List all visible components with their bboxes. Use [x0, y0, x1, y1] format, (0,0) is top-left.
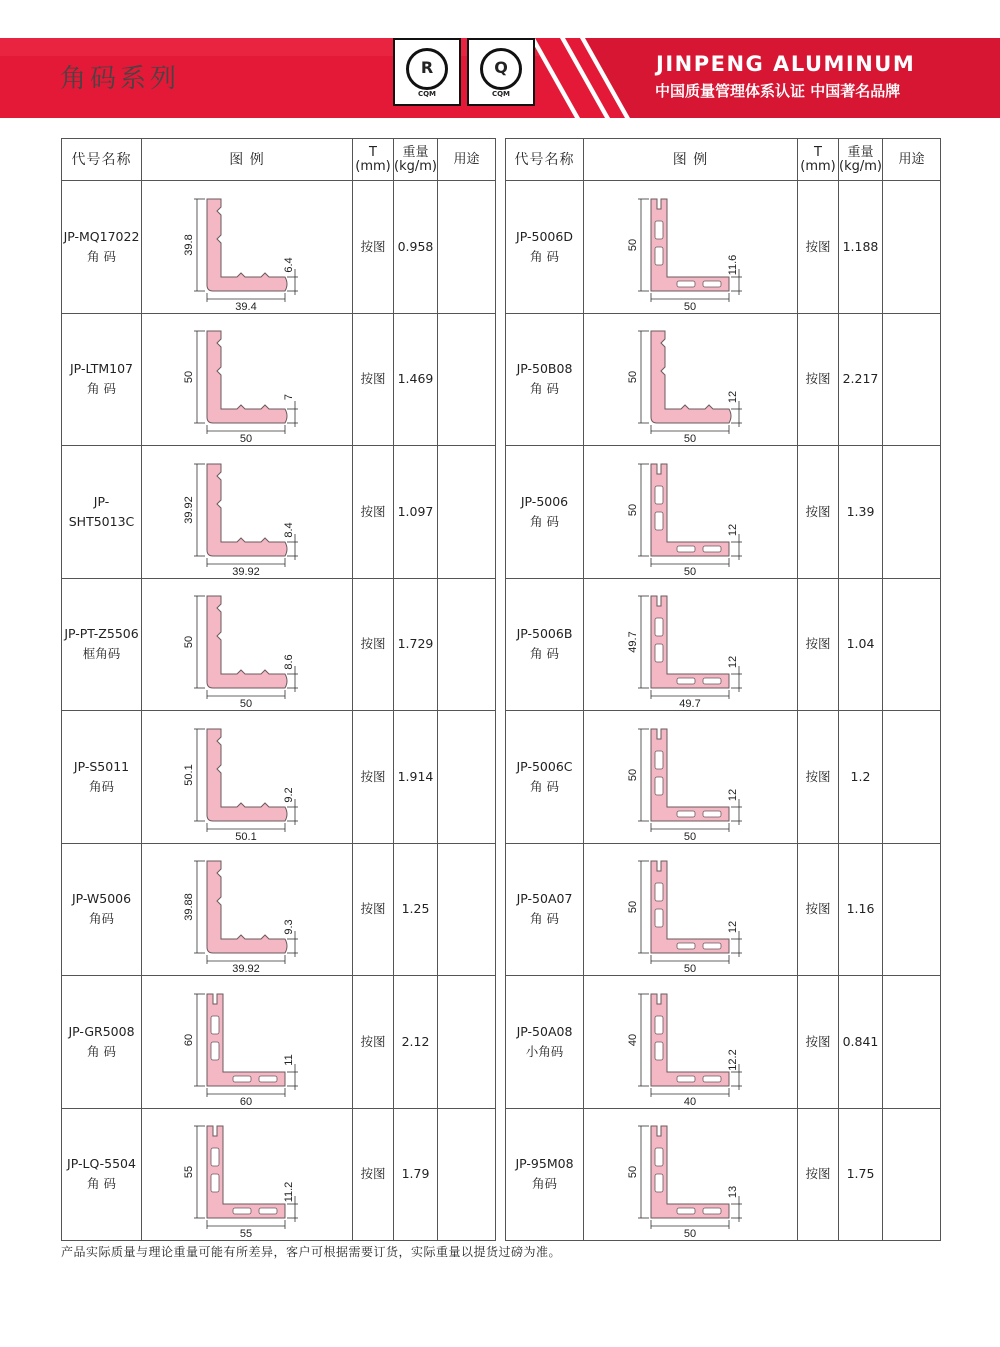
dimension-width-label: 50 — [683, 830, 696, 841]
profile-chamber — [677, 1076, 695, 1082]
corner-profile-drawing — [591, 183, 791, 311]
profile-section — [207, 1126, 285, 1218]
profile-chamber — [655, 909, 663, 927]
profile-code: JP-S5011 — [73, 758, 130, 774]
profile-chamber — [211, 1042, 219, 1060]
table-header-row — [506, 139, 941, 181]
profile-figure-cell — [584, 711, 798, 844]
profile-chamber — [259, 1076, 277, 1082]
profile-section — [207, 199, 287, 291]
thickness-cell: 按图 — [798, 976, 839, 1109]
profile-section — [651, 994, 729, 1086]
dimension-width-label: 55 — [239, 1228, 253, 1239]
dimension-thickness-label: 9.3 — [283, 919, 295, 935]
thickness-cell: 按图 — [798, 313, 839, 446]
profile-code: JP-GR5008 — [68, 1023, 135, 1039]
dimension-width-label: 50 — [683, 1228, 696, 1239]
col-header-weight-label: 重量 — [402, 144, 429, 160]
profile-chamber — [703, 1076, 721, 1082]
col-header-code: 代号名称 — [62, 139, 142, 181]
dimension-height-label: 50 — [183, 371, 195, 384]
table-row — [506, 181, 941, 314]
thickness-cell: 按图 — [798, 843, 839, 976]
weight-cell: 1.79 — [394, 1108, 438, 1241]
profile-figure-cell — [142, 578, 353, 711]
corner-profile-drawing — [147, 845, 347, 973]
profile-chamber — [655, 247, 663, 265]
profile-figure-cell — [142, 1108, 353, 1241]
thickness-cell: 按图 — [353, 843, 394, 976]
corner-profile-drawing — [591, 845, 791, 973]
profile-code-cell — [506, 976, 584, 1109]
dimension-thickness-label: 8.4 — [283, 522, 295, 538]
use-cell — [438, 181, 496, 314]
weight-cell: 1.729 — [394, 578, 438, 711]
dimension-height-label: 50 — [626, 1166, 639, 1179]
col-header-weight-label: 重量 — [847, 144, 874, 160]
profile-name: 角 码 — [87, 248, 116, 264]
dimension-thickness-label: 12.2 — [726, 1049, 739, 1071]
profile-code-cell — [506, 446, 584, 579]
dimension-width-label: 39.92 — [232, 963, 260, 974]
profile-chamber — [655, 486, 663, 504]
profile-section — [651, 1126, 729, 1218]
thickness-cell: 按图 — [353, 1108, 394, 1241]
col-header-t — [798, 139, 839, 181]
corner-profile-drawing — [147, 580, 347, 708]
dimension-width-label: 50 — [239, 433, 253, 444]
profile-code-cell — [62, 843, 142, 976]
weight-cell: 1.75 — [839, 1108, 883, 1241]
profile-chamber — [655, 777, 663, 795]
table-row — [62, 181, 496, 314]
weight-cell: 1.188 — [839, 181, 883, 314]
dimension-thickness-label: 13 — [726, 1186, 739, 1199]
dimension-thickness-label: 12 — [726, 921, 739, 934]
table-row — [506, 976, 941, 1109]
profile-chamber — [677, 678, 695, 684]
profile-name: 角 码 — [530, 381, 559, 397]
profile-section — [651, 464, 729, 556]
profile-chamber — [677, 281, 695, 287]
corner-profile-drawing — [591, 448, 791, 576]
profile-code: JP-SHT5013C — [68, 493, 135, 529]
profile-code-cell — [506, 578, 584, 711]
profile-chamber — [703, 678, 721, 684]
dimension-thickness-label: 12 — [726, 391, 739, 404]
profile-name: 角码 — [531, 1176, 557, 1192]
table-row — [62, 976, 496, 1109]
dimension-height-label: 40 — [626, 1033, 639, 1046]
thickness-cell: 按图 — [353, 578, 394, 711]
weight-cell: 2.217 — [839, 313, 883, 446]
profile-code-cell — [62, 313, 142, 446]
table-row — [62, 1108, 496, 1241]
profile-code: JP-LTM107 — [70, 361, 133, 377]
profile-name: 角 码 — [87, 1176, 116, 1192]
profile-code: JP-5006D — [516, 228, 573, 244]
profile-figure-cell — [584, 313, 798, 446]
weight-cell: 1.16 — [839, 843, 883, 976]
dimension-height-label: 50 — [626, 768, 639, 781]
profile-chamber — [655, 1174, 663, 1192]
profile-section — [651, 596, 729, 688]
weight-cell: 1.097 — [394, 446, 438, 579]
profile-name: 角 码 — [87, 381, 116, 397]
corner-profile-drawing — [591, 978, 791, 1106]
corner-profile-drawing — [147, 448, 347, 576]
weight-cell: 1.2 — [839, 711, 883, 844]
profile-figure-cell — [584, 976, 798, 1109]
col-header-weight — [839, 139, 883, 181]
dimension-height-label: 50 — [626, 901, 639, 914]
page-header — [0, 0, 1000, 118]
table-row — [506, 1108, 941, 1241]
profile-figure-cell — [142, 313, 353, 446]
dimension-thickness-label: 12 — [726, 656, 739, 669]
weight-cell: 1.25 — [394, 843, 438, 976]
col-header-code: 代号名称 — [506, 139, 584, 181]
weight-cell: 2.12 — [394, 976, 438, 1109]
iso-cert-badge-r — [393, 38, 461, 106]
profile-name: 角 码 — [87, 1043, 116, 1059]
dimension-thickness-label: 9.2 — [283, 787, 295, 803]
profile-code-cell — [506, 843, 584, 976]
profile-code-cell — [62, 578, 142, 711]
use-cell — [438, 578, 496, 711]
profile-name: 角 码 — [530, 513, 559, 529]
profile-code-cell — [62, 1108, 142, 1241]
col-header-use: 用途 — [883, 139, 941, 181]
profile-code-cell — [62, 976, 142, 1109]
profile-chamber — [677, 1208, 695, 1214]
profile-chamber — [703, 943, 721, 949]
profile-figure-cell — [142, 181, 353, 314]
profile-figure-cell — [142, 843, 353, 976]
profile-section — [651, 199, 729, 291]
profile-code: JP-5006 — [520, 493, 569, 509]
dimension-thickness-label: 8.6 — [283, 654, 295, 670]
thickness-cell: 按图 — [798, 711, 839, 844]
corner-profile-drawing — [147, 978, 347, 1106]
col-header-weight-unit: (kg/m) — [839, 158, 882, 174]
dimension-width-label: 50.1 — [235, 830, 257, 841]
profile-chamber — [655, 618, 663, 636]
thickness-cell: 按图 — [353, 976, 394, 1109]
col-header-weight — [394, 139, 438, 181]
dimension-width-label: 39.92 — [232, 565, 260, 576]
use-cell — [883, 446, 941, 579]
profile-figure-cell — [584, 446, 798, 579]
col-header-weight-unit: (kg/m) — [394, 158, 437, 174]
dimension-width-label: 50 — [683, 963, 696, 974]
table-row — [62, 843, 496, 976]
dimension-width-label: 60 — [239, 1095, 253, 1106]
profile-section — [651, 729, 729, 821]
profile-chamber — [211, 1148, 219, 1166]
dimension-height-label: 55 — [183, 1166, 195, 1179]
profile-code: JP-LQ-5504 — [67, 1156, 136, 1172]
profile-code-cell — [62, 711, 142, 844]
use-cell — [438, 313, 496, 446]
profile-chamber — [655, 512, 663, 530]
table-row — [506, 843, 941, 976]
corner-profile-drawing — [147, 713, 347, 841]
profile-section — [207, 596, 287, 688]
profile-name: 小角码 — [525, 1043, 564, 1059]
dimension-width-label: 39.4 — [235, 300, 257, 311]
profile-figure-cell — [142, 446, 353, 579]
series-title: 角码系列 — [60, 64, 181, 94]
use-cell — [883, 181, 941, 314]
thickness-cell: 按图 — [798, 1108, 839, 1241]
corner-profile-drawing — [147, 315, 347, 443]
profile-code: JP-W5006 — [71, 891, 132, 907]
use-cell — [438, 446, 496, 579]
corner-profile-drawing — [147, 1110, 347, 1238]
col-header-t-unit: (mm) — [800, 158, 836, 174]
profile-section — [651, 861, 729, 953]
profile-section — [651, 331, 731, 423]
table-row — [506, 578, 941, 711]
profile-code-cell — [506, 711, 584, 844]
dimension-height-label: 50 — [626, 238, 639, 251]
col-header-t — [353, 139, 394, 181]
col-header-use: 用途 — [438, 139, 496, 181]
dimension-height-label: 39.92 — [183, 495, 195, 524]
dimension-width-label: 50 — [683, 565, 696, 576]
profile-code: JP-50B08 — [516, 361, 573, 377]
profile-chamber — [259, 1208, 277, 1214]
weight-cell: 0.841 — [839, 976, 883, 1109]
profile-name: 角码 — [88, 778, 114, 794]
corner-profile-drawing — [147, 183, 347, 311]
profile-code: JP-95M08 — [515, 1156, 574, 1172]
profile-code: JP-50A08 — [516, 1023, 573, 1039]
dimension-height-label: 39.8 — [183, 234, 195, 256]
profile-code-cell — [506, 313, 584, 446]
table-header-row — [62, 139, 496, 181]
brand-slogan: 中国质量管理体系认证 中国著名品牌 — [655, 82, 901, 100]
footer-note: 产品实际质量与理论重量可能有所差异，客户可根据需要订货，实际重量以提货过磅为准。 — [61, 1245, 562, 1259]
dimension-width-label: 50 — [683, 433, 696, 444]
thickness-cell: 按图 — [353, 181, 394, 314]
profile-name: 角 码 — [530, 778, 559, 794]
dimension-height-label: 50 — [626, 503, 639, 516]
profile-figure-cell — [584, 843, 798, 976]
cert-letter: R — [420, 58, 434, 77]
profile-chamber — [233, 1208, 251, 1214]
col-header-t-unit: (mm) — [355, 158, 391, 174]
profile-section — [207, 331, 287, 423]
profile-code-cell — [62, 181, 142, 314]
dimension-thickness-label: 11.6 — [726, 254, 739, 276]
thickness-cell: 按图 — [353, 313, 394, 446]
weight-cell: 1.39 — [839, 446, 883, 579]
profile-code: JP-PT-Z5506 — [64, 626, 139, 642]
profile-chamber — [211, 1016, 219, 1034]
weight-cell: 0.958 — [394, 181, 438, 314]
profile-name: 框角码 — [82, 646, 121, 662]
profile-code-cell — [506, 1108, 584, 1241]
profile-chamber — [211, 1174, 219, 1192]
weight-cell: 1.04 — [839, 578, 883, 711]
profile-code: JP-50A07 — [516, 891, 573, 907]
col-header-t-label: T — [814, 144, 822, 160]
table-row — [62, 578, 496, 711]
use-cell — [438, 976, 496, 1109]
use-cell — [883, 578, 941, 711]
dimension-width-label: 50 — [239, 698, 253, 709]
profile-chamber — [677, 943, 695, 949]
profile-code: JP-MQ17022 — [63, 228, 140, 244]
col-header-figure: 图 例 — [584, 139, 798, 181]
thickness-cell: 按图 — [353, 711, 394, 844]
profile-chamber — [677, 811, 695, 817]
profile-name: 角码 — [88, 911, 114, 927]
dimension-thickness-label: 6.4 — [283, 257, 295, 273]
profile-section — [207, 729, 287, 821]
use-cell — [883, 711, 941, 844]
col-header-t-label: T — [369, 144, 377, 160]
cert-caption: CQM — [417, 90, 437, 98]
use-cell — [883, 843, 941, 976]
profile-figure-cell — [142, 711, 353, 844]
dimension-thickness-label: 7 — [283, 394, 295, 401]
table-row — [62, 711, 496, 844]
left-spec-table — [61, 138, 496, 1241]
profile-chamber — [655, 883, 663, 901]
profile-chamber — [655, 1016, 663, 1034]
profile-chamber — [655, 221, 663, 239]
dimension-height-label: 50 — [183, 636, 195, 649]
cert-letter: Q — [494, 58, 508, 77]
profile-figure-cell — [142, 976, 353, 1109]
profile-chamber — [233, 1076, 251, 1082]
corner-profile-drawing — [591, 713, 791, 841]
table-row — [506, 446, 941, 579]
profile-name: 角 码 — [530, 646, 559, 662]
profile-code: JP-5006B — [516, 626, 573, 642]
corner-profile-drawing — [591, 580, 791, 708]
table-row — [62, 313, 496, 446]
profile-code-cell — [62, 446, 142, 579]
corner-profile-drawing — [591, 1110, 791, 1238]
profile-section — [207, 994, 285, 1086]
right-spec-table — [505, 138, 941, 1241]
dimension-thickness-label: 11.2 — [283, 1181, 295, 1203]
profile-chamber — [703, 546, 721, 552]
profile-chamber — [703, 281, 721, 287]
use-cell — [438, 711, 496, 844]
profile-chamber — [655, 751, 663, 769]
table-row — [62, 446, 496, 579]
dimension-height-label: 50 — [626, 371, 639, 384]
brand-name: JINPENG ALUMINUM — [656, 52, 916, 76]
dimension-width-label: 50 — [683, 300, 696, 311]
dimension-height-label: 60 — [183, 1033, 195, 1046]
dimension-width-label: 40 — [683, 1095, 696, 1106]
profile-chamber — [655, 644, 663, 662]
use-cell — [883, 1108, 941, 1241]
col-header-figure: 图 例 — [142, 139, 353, 181]
cert-caption: CQM — [491, 90, 511, 98]
dimension-thickness-label: 11 — [283, 1054, 295, 1066]
weight-cell: 1.914 — [394, 711, 438, 844]
table-row — [506, 711, 941, 844]
thickness-cell: 按图 — [798, 446, 839, 579]
profile-chamber — [703, 811, 721, 817]
profile-name: 角 码 — [530, 911, 559, 927]
weight-cell: 1.469 — [394, 313, 438, 446]
profile-code-cell — [506, 181, 584, 314]
dimension-width-label: 49.7 — [678, 698, 701, 709]
use-cell — [883, 976, 941, 1109]
dimension-thickness-label: 12 — [726, 523, 739, 536]
profile-chamber — [703, 1208, 721, 1214]
dimension-thickness-label: 12 — [726, 788, 739, 801]
profile-code: JP-5006C — [516, 758, 573, 774]
profile-figure-cell — [584, 578, 798, 711]
thickness-cell: 按图 — [798, 181, 839, 314]
dimension-height-label: 39.88 — [183, 893, 195, 922]
use-cell — [438, 1108, 496, 1241]
iso-cert-badge-q — [467, 38, 535, 106]
profile-figure-cell — [584, 1108, 798, 1241]
dimension-height-label: 50.1 — [183, 764, 195, 786]
table-row — [506, 313, 941, 446]
use-cell — [438, 843, 496, 976]
profile-chamber — [655, 1042, 663, 1060]
profile-figure-cell — [584, 181, 798, 314]
dimension-height-label: 49.7 — [626, 631, 639, 653]
profile-chamber — [655, 1148, 663, 1166]
profile-section — [207, 861, 287, 953]
use-cell — [883, 313, 941, 446]
profile-section — [207, 464, 287, 556]
thickness-cell: 按图 — [798, 578, 839, 711]
thickness-cell: 按图 — [353, 446, 394, 579]
profile-name: 角 码 — [530, 248, 559, 264]
profile-chamber — [677, 546, 695, 552]
corner-profile-drawing — [591, 315, 791, 443]
